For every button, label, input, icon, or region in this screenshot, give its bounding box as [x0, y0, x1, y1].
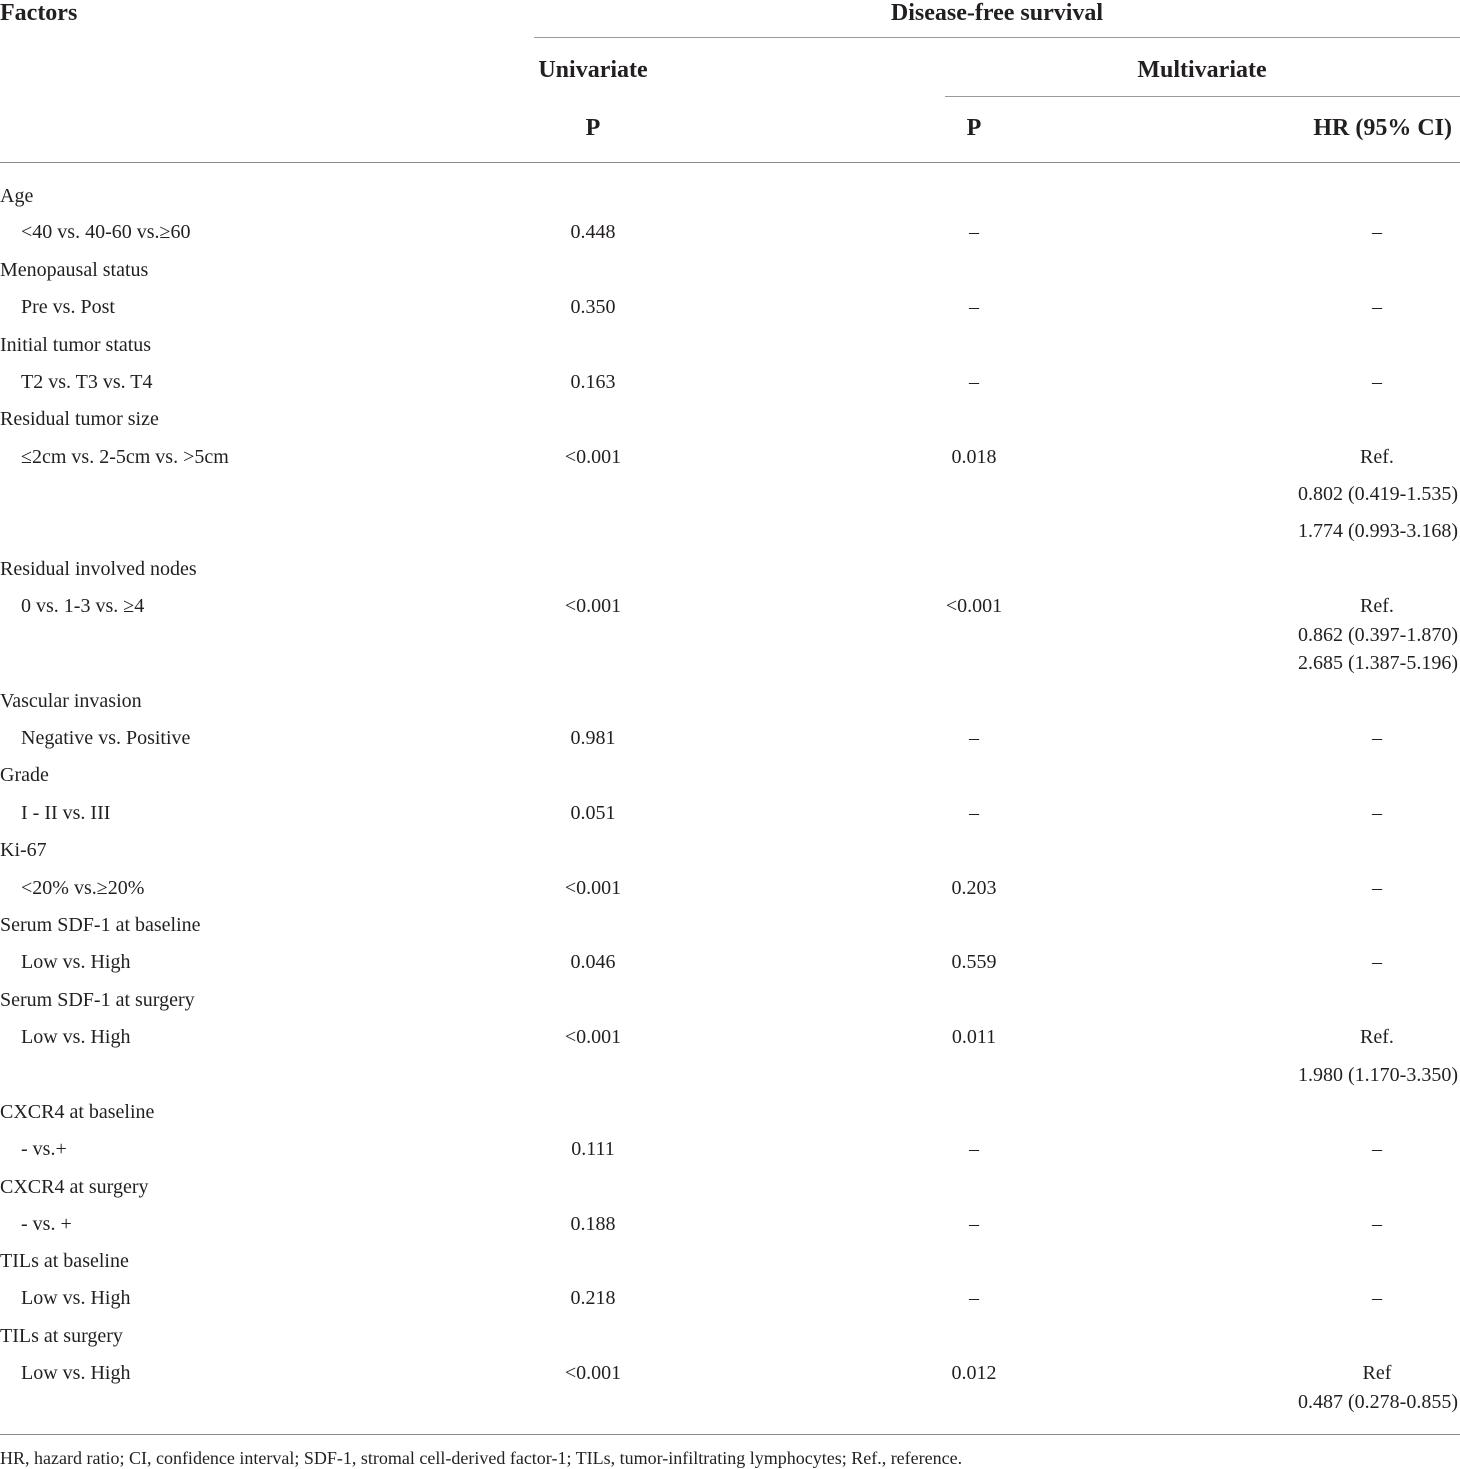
header-disease-free-survival: Disease-free survival — [890, 0, 1104, 26]
hr-value: Ref. — [1360, 446, 1394, 468]
header-univariate: Univariate — [538, 57, 648, 83]
factor-label: Serum SDF-1 at baseline — [0, 914, 201, 936]
hr-value: – — [1372, 727, 1382, 749]
header-rule-multivariate — [945, 96, 1460, 97]
hr-value: 0.487 (0.278-0.855) — [1298, 1391, 1458, 1413]
p-multivariate: – — [969, 1213, 979, 1235]
p-univariate: 0.111 — [571, 1138, 615, 1160]
p-multivariate: – — [969, 1138, 979, 1160]
factor-comparison: Low vs. High — [21, 951, 131, 973]
factor-comparison: - vs.+ — [21, 1138, 67, 1160]
header-factors: Factors — [0, 0, 78, 26]
factor-label: Menopausal status — [0, 259, 149, 281]
p-multivariate: – — [969, 1287, 979, 1309]
factor-comparison: ≤2cm vs. 2-5cm vs. >5cm — [21, 446, 229, 468]
hr-value: 1.774 (0.993-3.168) — [1298, 520, 1458, 542]
p-multivariate: – — [969, 221, 979, 243]
hr-value: – — [1372, 1138, 1382, 1160]
hr-value: – — [1372, 951, 1382, 973]
header-rule-dfs — [534, 37, 1460, 38]
p-univariate: 0.051 — [570, 802, 616, 824]
header-multivariate: Multivariate — [1137, 57, 1267, 83]
p-univariate: 0.448 — [570, 221, 616, 243]
p-multivariate: – — [969, 802, 979, 824]
factor-comparison: Low vs. High — [21, 1362, 131, 1384]
hr-value: – — [1372, 802, 1382, 824]
factor-label: Initial tumor status — [0, 334, 152, 356]
hr-value: – — [1372, 1213, 1382, 1235]
p-multivariate: – — [969, 296, 979, 318]
factor-label: CXCR4 at surgery — [0, 1176, 149, 1198]
hr-value: 0.802 (0.419-1.535) — [1298, 483, 1458, 505]
factor-label: TILs at surgery — [0, 1325, 123, 1347]
header-p-univariate: P — [585, 115, 601, 141]
hr-value: – — [1372, 296, 1382, 318]
p-univariate: <0.001 — [564, 877, 622, 899]
factor-comparison: <20% vs.≥20% — [21, 877, 145, 899]
p-univariate: 0.981 — [570, 727, 616, 749]
hr-value: – — [1372, 371, 1382, 393]
hr-value: – — [1372, 221, 1382, 243]
factor-comparison: - vs. + — [21, 1213, 72, 1235]
p-multivariate: 0.018 — [951, 446, 997, 468]
factor-comparison: 0 vs. 1-3 vs. ≥4 — [21, 595, 145, 617]
header-bottom-rule — [0, 162, 1460, 163]
p-multivariate: – — [969, 727, 979, 749]
factor-comparison: <40 vs. 40-60 vs.≥60 — [21, 221, 191, 243]
table-bottom-rule — [0, 1434, 1460, 1435]
p-univariate: <0.001 — [564, 1026, 622, 1048]
hr-value: Ref. — [1360, 1026, 1394, 1048]
factor-comparison: Pre vs. Post — [21, 296, 115, 318]
p-univariate: <0.001 — [564, 446, 622, 468]
p-multivariate: 0.011 — [951, 1026, 997, 1048]
p-multivariate: <0.001 — [945, 595, 1003, 617]
factor-comparison: Low vs. High — [21, 1287, 131, 1309]
hr-value: 1.980 (1.170-3.350) — [1298, 1064, 1458, 1086]
p-univariate: 0.046 — [570, 951, 616, 973]
p-multivariate: – — [969, 371, 979, 393]
factor-label: Serum SDF-1 at surgery — [0, 989, 195, 1011]
p-univariate: 0.350 — [570, 296, 616, 318]
p-univariate: 0.163 — [570, 371, 616, 393]
hr-value: 0.862 (0.397-1.870) — [1298, 624, 1458, 646]
factor-comparison: T2 vs. T3 vs. T4 — [21, 371, 153, 393]
factor-label: Grade — [0, 764, 49, 786]
factor-label: Age — [0, 185, 34, 207]
p-univariate: 0.188 — [570, 1213, 616, 1235]
p-multivariate: 0.559 — [951, 951, 997, 973]
factor-label: Vascular invasion — [0, 690, 142, 712]
p-univariate: <0.001 — [564, 1362, 622, 1384]
factor-comparison: I - II vs. III — [21, 802, 111, 824]
header-p-multivariate: P — [966, 115, 982, 141]
hr-value: 2.685 (1.387-5.196) — [1298, 652, 1458, 674]
hr-value: Ref — [1362, 1362, 1392, 1384]
factor-label: Ki-67 — [0, 839, 47, 861]
factor-label: Residual tumor size — [0, 408, 159, 430]
factor-label: TILs at baseline — [0, 1250, 129, 1272]
header-hr: HR (95% CI) — [1313, 115, 1452, 141]
p-multivariate: 0.012 — [951, 1362, 997, 1384]
p-univariate: <0.001 — [564, 595, 622, 617]
factor-label: Residual involved nodes — [0, 558, 197, 580]
table-footnote: HR, hazard ratio; CI, confidence interval; SDF-1, stromal cell-derived factor-1; TILs, tumor-infiltrating lymphocytes; Ref., reference. — [0, 1448, 963, 1468]
factor-comparison: Low vs. High — [21, 1026, 131, 1048]
hr-value: Ref. — [1360, 595, 1394, 617]
hr-value: – — [1372, 877, 1382, 899]
p-multivariate: 0.203 — [951, 877, 997, 899]
p-univariate: 0.218 — [570, 1287, 616, 1309]
factor-label: CXCR4 at baseline — [0, 1101, 155, 1123]
factor-comparison: Negative vs. Positive — [21, 727, 191, 749]
hr-value: – — [1372, 1287, 1382, 1309]
